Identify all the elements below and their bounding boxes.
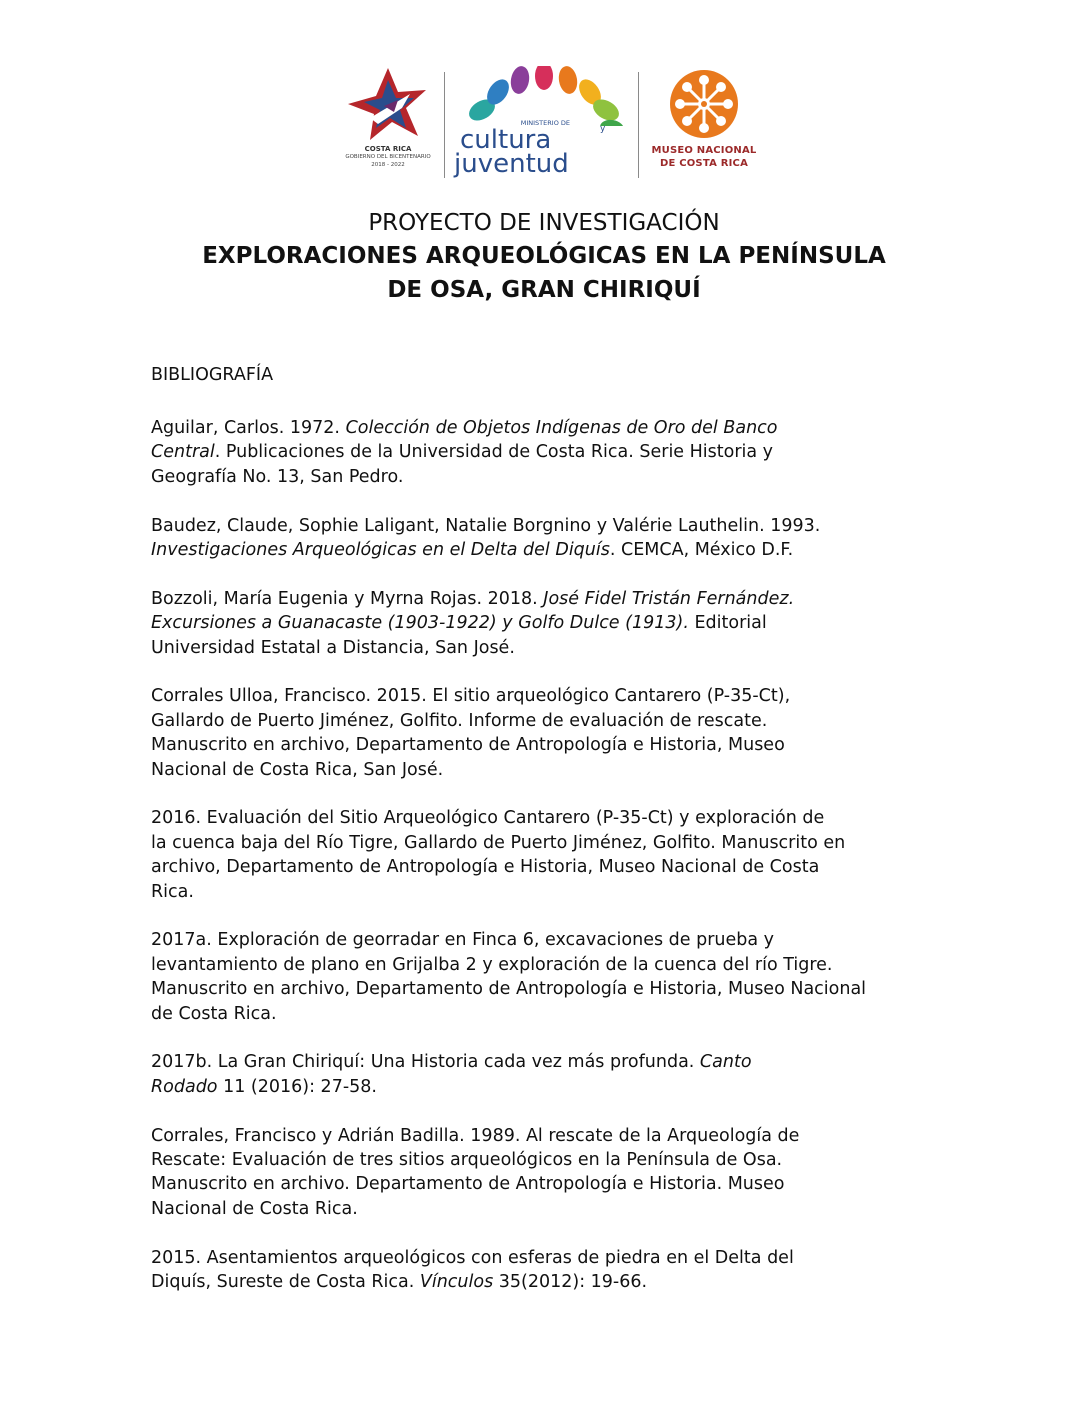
entry-line [151, 1197, 971, 1221]
entry-title-italic: Canto [699, 1052, 752, 1073]
entry-text: Aguilar, Carlos. 1972. [151, 418, 346, 438]
entry-line [151, 1148, 971, 1172]
entry-text: . CEMCA, México D.F. [609, 540, 794, 561]
section-title: BIBLIOGRAFÍA [151, 365, 274, 385]
entry-text: Gallardo de Puerto Jiménez, Golfito. Informe de evaluación de rescate. [151, 710, 768, 731]
entry-line [151, 416, 971, 440]
entry-text: 11 (2016): 27-58. [217, 1076, 377, 1097]
entry-text: 2016. Evaluación del Sitio Arqueológico Cantarero (P-35-Ct) y exploración de [151, 808, 825, 829]
entry-text: Nacional de Costa Rica, San José. [151, 759, 444, 780]
entry-text: Baudez, Claude, Sophie Laligant, Natalie Borgnino y Valérie Lauthelin. 1993. [151, 515, 821, 536]
costa-rica-label: COSTA RICA [364, 145, 412, 153]
entry-line [151, 831, 971, 855]
entry-title-italic: Vínculos [419, 1272, 494, 1293]
entry-line [151, 806, 971, 830]
entry-text: 35(2012): 19-66. [493, 1272, 648, 1293]
museo-sublabel: DE COSTA RICA [659, 158, 749, 169]
y-wordmark: y [600, 124, 606, 134]
bibliography-entry [151, 416, 971, 489]
entry-title-italic: Rodado [151, 1076, 218, 1097]
project-type-heading: PROYECTO DE INVESTIGACIÓN [368, 210, 720, 236]
cultura-wordmark: cultura [460, 125, 552, 155]
entry-line [151, 1246, 971, 1270]
entry-text: Bozzoli, María Eugenia y Myrna Rojas. 2018. [151, 588, 544, 609]
entry-text: Manuscrito en archivo, Departamento de Antropología e Historia, Museo [151, 735, 785, 756]
bibliography-entry [151, 928, 971, 1026]
entry-text: Corrales Ulloa, Francisco. 2015. El sitio arqueológico Cantarero (P-35-Ct), [151, 686, 791, 707]
entry-text: Rescate: Evaluación de tres sitios arqueológicos en la Península de Osa. [151, 1150, 783, 1171]
bibliography-entry [151, 1050, 971, 1099]
entry-line [151, 514, 971, 538]
entry-text: Rica. [151, 881, 194, 902]
entry-text: Manuscrito en archivo, Departamento de Antropología e Historia, Museo Nacional [151, 979, 867, 1000]
entry-line [151, 611, 971, 635]
bibliography-entry [151, 684, 971, 782]
entry-line [151, 1050, 971, 1074]
juventud-wordmark: juventud [454, 149, 569, 179]
entry-line [151, 855, 971, 879]
bibliography-entry [151, 514, 971, 563]
entry-line [151, 758, 971, 782]
entry-line [151, 1002, 971, 1026]
entry-title-italic: Central [151, 442, 215, 463]
museo-emblem-icon [648, 66, 760, 142]
entry-line [151, 440, 971, 464]
entry-line [151, 538, 971, 562]
project-title-line1: EXPLORACIONES ARQUEOLÓGICAS EN LA PENÍNSULA [202, 243, 886, 269]
entry-line [151, 953, 971, 977]
project-title-line2: DE OSA, GRAN CHIRIQUÍ [387, 277, 701, 303]
entry-title-italic: Colección de Objetos Indígenas de Oro del Banco [345, 418, 778, 438]
entry-line [151, 1172, 971, 1196]
flower-petals-icon [452, 66, 632, 126]
logo-divider [638, 72, 639, 178]
entry-text: 2015. Asentamientos arqueológicos con esferas de piedra en el Delta del [151, 1247, 794, 1268]
entry-text: Corrales, Francisco y Adrián Badilla. 1989. Al rescate de la Arqueología de [151, 1125, 800, 1146]
entry-text: Universidad Estatal a Distancia, San José. [151, 637, 515, 658]
bibliography-entry [151, 1124, 971, 1222]
entry-line [151, 684, 971, 708]
ministerio-cultura-logo [452, 66, 632, 184]
government-label: GOBIERNO DEL BICENTENARIO [345, 154, 431, 160]
entry-text: 2017b. La Gran Chiriquí: Una Historia cada vez más profunda. [151, 1052, 700, 1073]
entry-title-italic: José Fidel Tristán Fernández. [543, 588, 795, 609]
entry-title-italic: Excursiones a Guanacaste (1903-1922) y Golfo Dulce (1913). [151, 613, 689, 634]
entry-line [151, 1124, 971, 1148]
star-emblem-icon [340, 66, 436, 144]
bibliography-entry [151, 1246, 971, 1295]
museo-nacional-logo [648, 66, 760, 184]
entry-line [151, 465, 971, 489]
bibliography-entry [151, 806, 971, 904]
government-years: 2018 - 2022 [371, 162, 405, 168]
entry-text: de Costa Rica. [151, 1003, 277, 1024]
entry-line [151, 1270, 971, 1294]
entry-line [151, 928, 971, 952]
entry-text: Nacional de Costa Rica. [151, 1198, 358, 1219]
entry-line [151, 636, 971, 660]
museo-label: MUSEO NACIONAL [651, 145, 757, 156]
entry-line [151, 977, 971, 1001]
entry-text: la cuenca baja del Río Tigre, Gallardo de Puerto Jiménez, Golfito. Manuscrito en [151, 832, 846, 853]
logo-header [340, 66, 760, 184]
entry-text: Editorial [688, 613, 767, 634]
entry-text: levantamiento de plano en Grijalba 2 y exploración de la cuenca del río Tigre. [151, 954, 833, 975]
entry-text: archivo, Departamento de Antropología e Historia, Museo Nacional de Costa [151, 857, 820, 878]
ministerio-label: MINISTERIO DE [520, 119, 570, 127]
bibliography-entry [151, 587, 971, 660]
entry-text: . Publicaciones de la Universidad de Costa Rica. Serie Historia y [214, 442, 774, 463]
logo-divider [444, 72, 445, 178]
entry-title-italic: Investigaciones Arqueológicas en el Delta del Diquís [151, 540, 610, 561]
entry-text: Diquís, Sureste de Costa Rica. [151, 1272, 420, 1293]
entry-line [151, 709, 971, 733]
entry-line [151, 1075, 971, 1099]
entry-text: Geografía No. 13, San Pedro. [151, 466, 404, 487]
bibliography-list [151, 416, 971, 1319]
entry-text: 2017a. Exploración de georradar en Finca 6, excavaciones de prueba y [151, 930, 775, 951]
entry-text: Manuscrito en archivo. Departamento de Antropología e Historia. Museo [151, 1174, 785, 1195]
entry-line [151, 733, 971, 757]
entry-line [151, 880, 971, 904]
entry-line [151, 587, 971, 611]
costa-rica-government-logo [340, 66, 436, 184]
